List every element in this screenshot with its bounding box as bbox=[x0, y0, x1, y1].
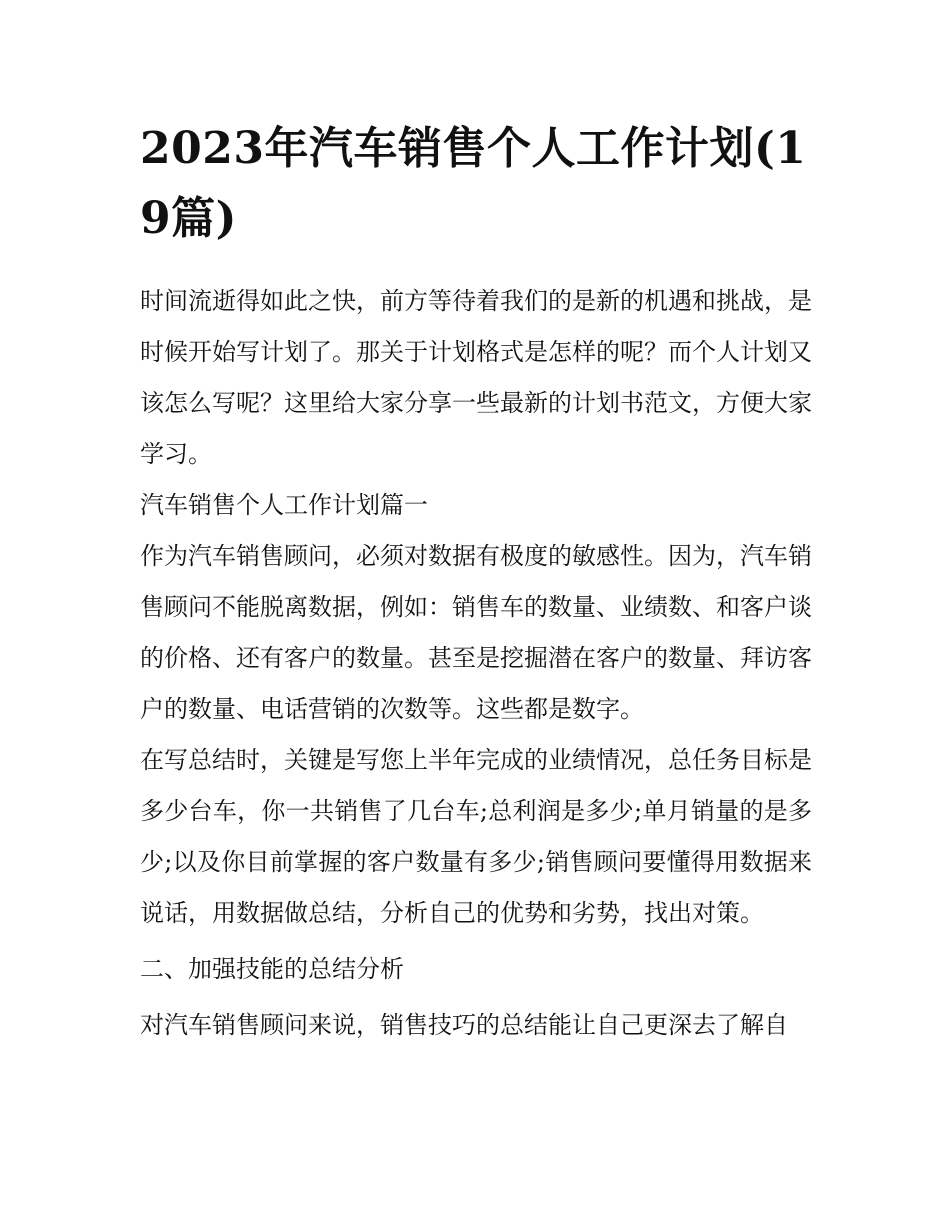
paragraph-skills-summary: 对汽车销售顾问来说，销售技巧的总结能让自己更深去了解自 bbox=[140, 1011, 788, 1039]
document-body bbox=[140, 114, 812, 1051]
section-heading-1: 汽车销售个人工作计划篇一 bbox=[140, 491, 428, 519]
intro-paragraph: 时间流逝得如此之快，前方等待着我们的是新的机遇和挑战，是时候开始写计划了。那关于计划格式是怎样的呢？而个人计划又该怎么写呢？这里给大家分享一些最新的计划书范文，方便大家学习。 bbox=[140, 287, 812, 468]
paragraph-summary-writing: 在写总结时，关键是写您上半年完成的业绩情况，总任务目标是多少台车，你一共销售了几台车;总利润是多少;单月销量的是多少;以及你目前掌握的客户数量有多少;销售顾问要懂得用数据来说话，用数据做总结，分析自己的优势和劣势，找出对策。 bbox=[140, 746, 812, 927]
paragraph-data-sensitivity: 作为汽车销售顾问，必须对数据有极度的敏感性。因为，汽车销售顾问不能脱离数据，例如：销售车的数量、业绩数、和客户谈的价格、还有客户的数量。甚至是挖掘潜在客户的数量、拜访客户的数量、电话营销的次数等。这些都是数字。 bbox=[140, 542, 812, 723]
document-title: 2023年汽车销售个人工作计划(19篇) bbox=[140, 123, 807, 244]
section-heading-2: 二、加强技能的总结分析 bbox=[140, 955, 404, 983]
